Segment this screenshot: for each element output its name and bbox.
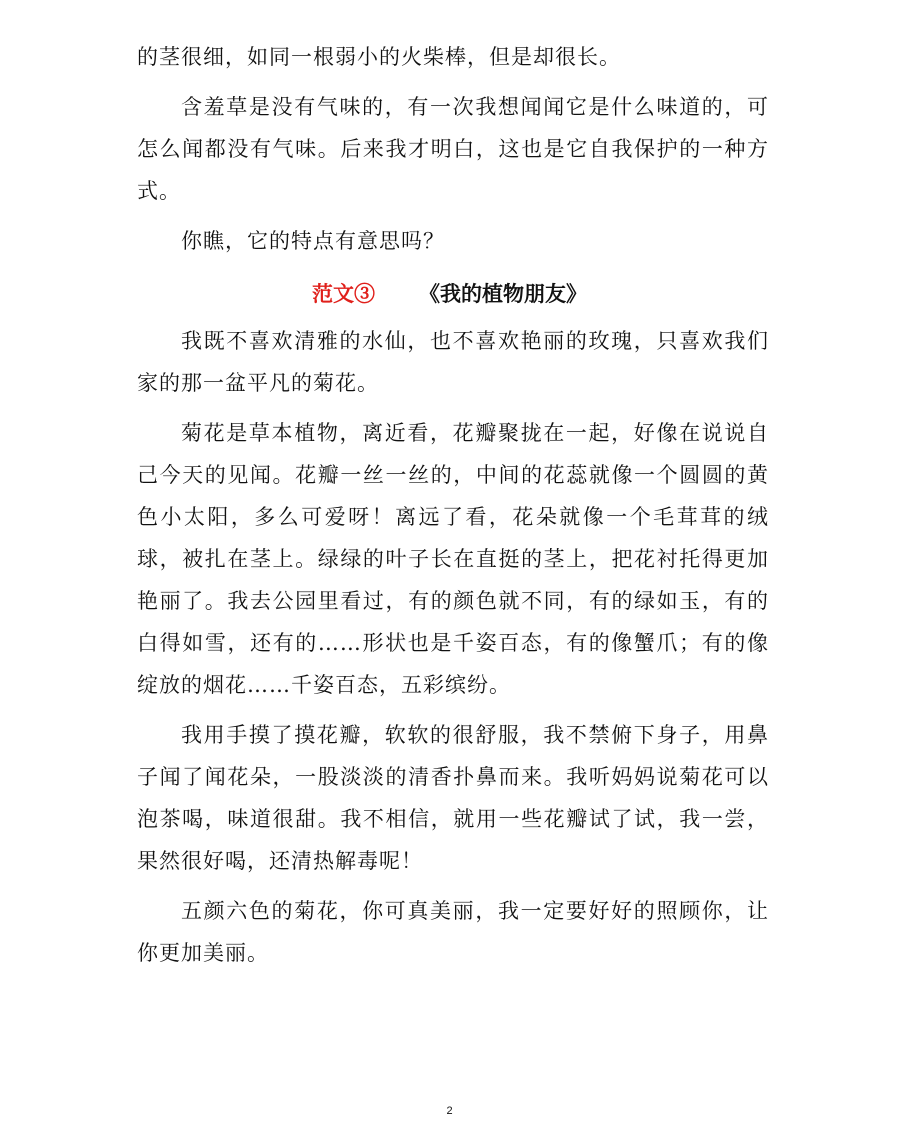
paragraph: 的茎很细，如同一根弱小的火柴棒，但是却很长。 [137, 45, 621, 69]
paragraph: 你瞧，它的特点有意思吗？ [181, 229, 445, 253]
paragraph: 菊花是草本植物，离近看，花瓣聚拢在一起，好像在说说自己今天的见闻。花瓣一丝一丝的，中间的花蕊就像一个圆圆的黄色小太阳，多么可爱呀！离远了看，花朵就像一个毛茸茸的绒球，被扎在茎上。绿绿的叶子长在直挺的茎上，把花衬托得更加艳丽了。我去公园里看过，有的颜色就不同，有的绿如玉，有的白得如雪，还有的……形状也是千姿百态，有的像蟹爪；有的像绽放的烟花……千姿百态，五彩缤纷。 [137, 421, 769, 697]
essay-label: 范文③ [312, 281, 375, 306]
page-number: 2 [446, 1105, 453, 1117]
previous-essay-ending [137, 36, 769, 262]
paragraph: 五颜六色的菊花，你可真美丽，我一定要好好的照顾你，让你更加美丽。 [137, 899, 769, 965]
essay-title: 《我的植物朋友》 [419, 281, 587, 306]
paragraph: 我用手摸了摸花瓣，软软的很舒服，我不禁俯下身子，用鼻子闻了闻花朵，一股淡淡的清香扑鼻而来。我听妈妈说菊花可以泡茶喝，味道很甜。我不相信，就用一些花瓣试了试，我一尝，果然很好喝，还清热解毒呢！ [137, 723, 769, 873]
essay-body [137, 320, 769, 974]
essay-heading [0, 273, 899, 315]
paragraph: 含羞草是没有气味的，有一次我想闻闻它是什么味道的，可怎么闻都没有气味。后来我才明白，这也是它自我保护的一种方式。 [137, 95, 769, 203]
paragraph: 我既不喜欢清雅的水仙，也不喜欢艳丽的玫瑰，只喜欢我们家的那一盆平凡的菊花。 [137, 329, 769, 395]
